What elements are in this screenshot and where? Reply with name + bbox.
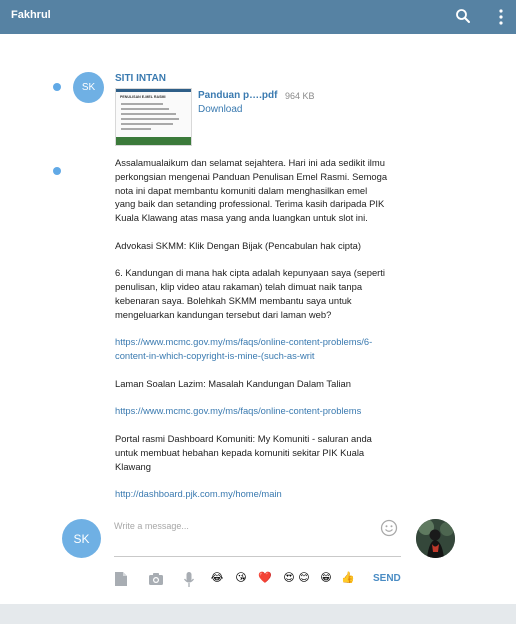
smiley-icon[interactable] bbox=[380, 519, 398, 537]
chat-header bbox=[0, 0, 516, 34]
message-line: Portal rasmi Dashboard Komuniti: My Komuniti - saluran anda bbox=[115, 432, 372, 444]
more-vertical-icon[interactable] bbox=[495, 8, 507, 26]
message-line: kebenaran saya. Bolehkah SKMM membantu saya untuk bbox=[115, 294, 352, 306]
emoji-heart-eyes[interactable]: 😍 bbox=[283, 571, 295, 584]
document-icon[interactable] bbox=[114, 571, 128, 591]
download-link[interactable]: Download bbox=[198, 104, 243, 115]
emoji-blush[interactable]: 😊 bbox=[298, 571, 310, 584]
message-line: yang baik dan setanding professional. Terima kasih daripada PIK bbox=[115, 198, 385, 210]
sender-avatar-initials: SK bbox=[81, 82, 96, 93]
camera-icon[interactable] bbox=[148, 571, 164, 590]
message-line bbox=[115, 322, 405, 336]
sender-avatar[interactable] bbox=[73, 72, 104, 103]
message-line: perkongsian mengenai Panduan Penulisan Emel Rasmi. Semoga bbox=[115, 170, 388, 182]
emoji-heart[interactable]: ❤️ bbox=[258, 571, 272, 584]
message-line: Klawang bbox=[115, 460, 151, 472]
thumb-title: PENULISAN E-MEL RASMI bbox=[120, 95, 166, 99]
composer-avatar-initials: SK bbox=[73, 531, 90, 546]
dashboard-link[interactable]: http://dashboard.pjk.com.my/home/main bbox=[115, 488, 282, 500]
message-line: Laman Soalan Lazim: Masalah Kandungan Dalam Talian bbox=[115, 377, 351, 389]
thumb-footer bbox=[116, 137, 192, 145]
message-text bbox=[115, 156, 405, 501]
chat-title[interactable]: Fakhrul bbox=[11, 9, 51, 21]
input-underline bbox=[114, 556, 401, 557]
unread-dot bbox=[53, 167, 61, 175]
sender-name[interactable]: SITI INTAN bbox=[115, 73, 166, 84]
message-line bbox=[115, 391, 405, 405]
thumb-top-bar bbox=[116, 89, 192, 92]
message-line: untuk membuat hebahan kepada komuniti sekitar PIK Kuala bbox=[115, 446, 365, 458]
message-line bbox=[115, 363, 405, 377]
message-line bbox=[115, 418, 405, 432]
send-button[interactable]: SEND bbox=[373, 573, 401, 584]
message-line: Advokasi SKMM: Klik Dengan Bijak (Pencabulan hak cipta) bbox=[115, 239, 361, 251]
thumb-line bbox=[121, 103, 163, 105]
message-line: Assalamualaikum dan selamat sejahtera. Hari ini ada sedikit ilmu bbox=[115, 157, 385, 168]
bottom-bar bbox=[0, 604, 516, 624]
message-line: Kuala Klawang atas masa yang anda luangkan untuk slot ini. bbox=[115, 212, 368, 224]
emoji-grin[interactable]: 😁 bbox=[320, 571, 332, 584]
file-size: 964 KB bbox=[285, 91, 315, 101]
mcmc-faq-link[interactable]: https://www.mcmc.gov.my/ms/faqs/online-content-problems/6- bbox=[115, 336, 373, 348]
search-icon[interactable] bbox=[455, 8, 471, 24]
unread-dot bbox=[53, 83, 61, 91]
mcmc-faq-link[interactable]: content-in-which-copyright-is-mine-(such-as-writ bbox=[115, 350, 315, 362]
thumb-line bbox=[121, 108, 169, 110]
mcmc-content-problems-link[interactable]: https://www.mcmc.gov.my/ms/faqs/online-content-problems bbox=[115, 405, 362, 417]
message-line bbox=[115, 225, 405, 239]
message-line: penulisan, klip video atau rakaman) telah dimuat naik tanpa bbox=[115, 281, 363, 293]
thumb-line bbox=[121, 128, 151, 130]
thumb-line bbox=[121, 123, 173, 125]
thumb-line bbox=[121, 113, 176, 115]
emoji-kiss[interactable]: 😘 bbox=[235, 571, 247, 584]
thumb-line bbox=[121, 118, 179, 120]
emoji-thumbs-up[interactable]: 👍 bbox=[341, 571, 355, 584]
message-line: nota ini dapat membantu komuniti dalam menghasilkan emel bbox=[115, 184, 368, 196]
message-line: mengeluarkan kandungan tersebut dari laman web? bbox=[115, 308, 332, 320]
message-line bbox=[115, 253, 405, 267]
peer-avatar[interactable] bbox=[416, 519, 455, 558]
message-line bbox=[115, 473, 405, 487]
pdf-thumbnail[interactable] bbox=[115, 88, 192, 146]
emoji-tears-of-joy[interactable]: 😂 bbox=[210, 571, 224, 584]
message-line: 6. Kandungan di mana hak cipta adalah kepunyaan saya (seperti bbox=[115, 267, 385, 279]
microphone-icon[interactable] bbox=[183, 571, 195, 592]
composer-avatar[interactable] bbox=[62, 519, 101, 558]
file-name-link[interactable]: Panduan p….pdf bbox=[198, 90, 278, 101]
message-input[interactable] bbox=[114, 518, 372, 534]
